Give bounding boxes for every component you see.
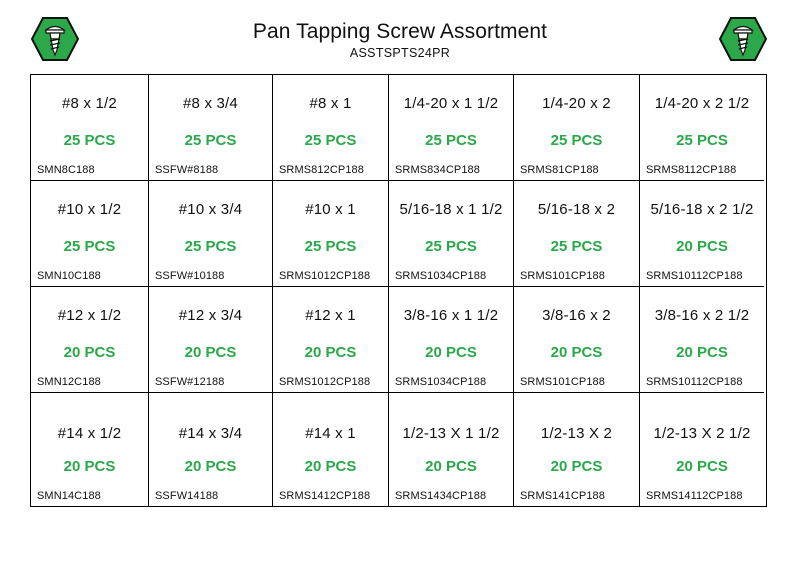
screw-quantity: 20 PCS <box>676 458 728 475</box>
screw-cell <box>640 181 764 287</box>
screw-cell <box>31 287 149 393</box>
screw-size: #8 x 1 <box>309 95 352 112</box>
screw-quantity: 25 PCS <box>676 132 728 149</box>
screw-quantity: 20 PCS <box>304 458 357 475</box>
screw-size: 5/16-18 x 2 1/2 <box>650 201 754 218</box>
screw-quantity: 20 PCS <box>425 458 477 475</box>
part-code: SRMS101CP188 <box>520 270 605 282</box>
screw-cell <box>31 393 149 506</box>
screw-cell <box>149 287 273 393</box>
screw-size: #12 x 1 <box>305 307 356 324</box>
screw-quantity: 25 PCS <box>63 238 116 255</box>
screw-quantity: 25 PCS <box>63 132 116 149</box>
screw-size: 1/4-20 x 2 <box>542 95 611 112</box>
part-code: SSFW#8188 <box>155 164 219 176</box>
part-code: SRMS14112CP188 <box>646 490 743 502</box>
screw-quantity: 25 PCS <box>425 132 477 149</box>
screw-quantity: 25 PCS <box>304 132 357 149</box>
screw-cell <box>640 75 764 181</box>
part-code: SRMS1034CP188 <box>395 376 487 388</box>
screw-quantity: 20 PCS <box>425 344 477 361</box>
page-subtitle: ASSTSPTS24PR <box>349 46 451 60</box>
screw-cell <box>514 181 640 287</box>
screw-cell <box>514 75 640 181</box>
screw-size: #12 x 3/4 <box>178 307 243 324</box>
screw-size: #10 x 1 <box>305 201 356 218</box>
part-code: SMN14C188 <box>37 490 101 502</box>
part-code: SSFW#10188 <box>155 270 225 282</box>
part-code: SRMS1012CP188 <box>279 270 371 282</box>
screw-size: 1/2-13 X 2 <box>540 425 613 442</box>
screw-cell <box>273 287 389 393</box>
screw-cell <box>31 181 149 287</box>
assortment-grid <box>30 74 767 507</box>
screw-quantity: 25 PCS <box>550 132 603 149</box>
part-code: SSFW14188 <box>155 490 219 502</box>
part-code: SMN8C188 <box>37 164 95 176</box>
page-title: Pan Tapping Screw Assortment <box>252 20 548 43</box>
screw-size: #8 x 1/2 <box>62 95 117 112</box>
screw-quantity: 20 PCS <box>184 344 237 361</box>
screw-size: 3/8-16 x 2 1/2 <box>654 307 750 324</box>
screw-quantity: 20 PCS <box>304 344 357 361</box>
screw-quantity: 20 PCS <box>676 238 728 255</box>
screw-cell <box>389 287 514 393</box>
screw-size: 1/2-13 X 1 1/2 <box>402 425 500 442</box>
screw-cell <box>640 287 764 393</box>
screw-cell <box>389 393 514 506</box>
screw-cell <box>389 181 514 287</box>
part-code: SRMS8112CP188 <box>646 164 737 176</box>
screw-quantity: 20 PCS <box>63 344 116 361</box>
screw-cell <box>273 75 389 181</box>
part-code: SRMS834CP188 <box>395 164 480 176</box>
screw-cell <box>31 75 149 181</box>
screw-size: #12 x 1/2 <box>57 307 122 324</box>
screw-size: #10 x 1/2 <box>57 201 122 218</box>
part-code: SRMS10112CP188 <box>646 376 743 388</box>
screw-size: 3/8-16 x 1 1/2 <box>403 307 499 324</box>
screw-cell <box>149 393 273 506</box>
screw-size: #10 x 3/4 <box>178 201 243 218</box>
screw-quantity: 25 PCS <box>304 238 357 255</box>
part-code: SRMS81CP188 <box>520 164 599 176</box>
screw-quantity: 20 PCS <box>550 344 603 361</box>
part-code: SRMS1434CP188 <box>395 490 487 502</box>
screw-quantity: 20 PCS <box>184 458 237 475</box>
screw-size: 3/8-16 x 2 <box>542 307 611 324</box>
part-code: SRMS812CP188 <box>279 164 364 176</box>
screw-quantity: 25 PCS <box>550 238 603 255</box>
screw-quantity: 20 PCS <box>676 344 728 361</box>
part-code: SRMS141CP188 <box>520 490 605 502</box>
part-code: SRMS1034CP188 <box>395 270 487 282</box>
screw-cell <box>149 181 273 287</box>
screw-size: 1/2-13 X 2 1/2 <box>653 425 751 442</box>
part-code: SSFW#12188 <box>155 376 225 388</box>
screw-size: 5/16-18 x 2 <box>537 201 616 218</box>
part-code: SRMS1012CP188 <box>279 376 371 388</box>
screw-quantity: 20 PCS <box>550 458 603 475</box>
part-code: SMN10C188 <box>37 270 101 282</box>
screw-size: 5/16-18 x 1 1/2 <box>399 201 503 218</box>
screw-quantity: 25 PCS <box>184 238 237 255</box>
screw-cell <box>640 393 764 506</box>
screw-cell <box>514 287 640 393</box>
screw-cell <box>389 75 514 181</box>
screw-cell <box>273 393 389 506</box>
screw-quantity: 25 PCS <box>184 132 237 149</box>
screw-size: 1/4-20 x 2 1/2 <box>654 95 750 112</box>
screw-cell <box>514 393 640 506</box>
screw-size: 1/4-20 x 1 1/2 <box>403 95 499 112</box>
screw-cell <box>273 181 389 287</box>
screw-quantity: 25 PCS <box>425 238 477 255</box>
screw-cell <box>149 75 273 181</box>
screw-size: #14 x 3/4 <box>178 425 243 442</box>
part-code: SRMS10112CP188 <box>646 270 743 282</box>
screw-size: #8 x 3/4 <box>183 95 238 112</box>
screw-quantity: 20 PCS <box>63 458 116 475</box>
screw-size: #14 x 1/2 <box>57 425 122 442</box>
part-code: SRMS1412CP188 <box>279 490 371 502</box>
part-code: SMN12C188 <box>37 376 101 388</box>
screw-size: #14 x 1 <box>305 425 356 442</box>
part-code: SRMS101CP188 <box>520 376 605 388</box>
